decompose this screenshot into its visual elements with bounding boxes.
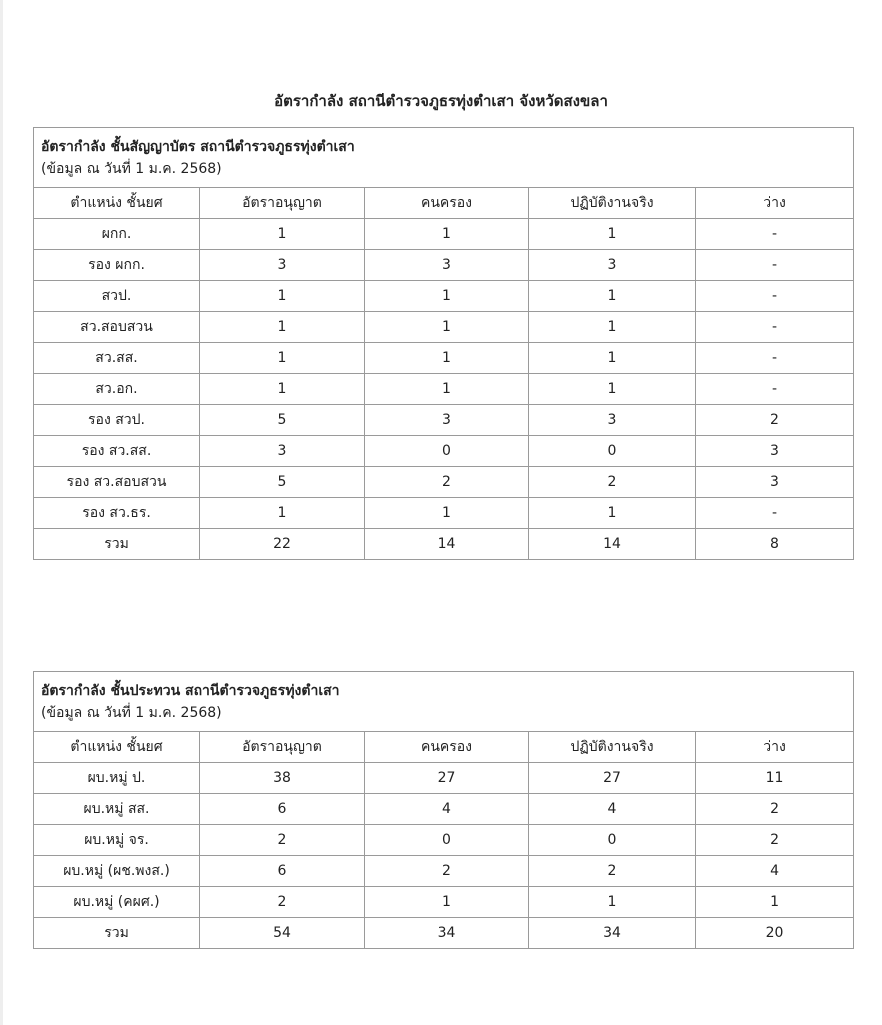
cell-position: ผกก. [34,219,200,250]
page-left-edge [0,0,3,1025]
column-header-on-duty: ปฏิบัติงานจริง [529,732,696,763]
cell-authorized: 1 [200,219,365,250]
cell-on-duty: 0 [529,825,696,856]
cell-vacant: 2 [696,794,854,825]
cell-vacant: 11 [696,763,854,794]
cell-on-duty: 4 [529,794,696,825]
cell-position: รอง สว.สส. [34,436,200,467]
cell-position: สว.สอบสวน [34,312,200,343]
cell-authorized: 1 [200,498,365,529]
table-title: อัตรากำลัง ชั้นประทวน สถานีตำรวจภูธรทุ่งตำเสา [41,682,340,699]
cell-on-duty: 14 [529,529,696,560]
cell-occupied: 27 [365,763,529,794]
table-body [34,763,854,949]
cell-position: สว.สส. [34,343,200,374]
cell-occupied: 3 [365,405,529,436]
table-total-row [34,918,854,949]
cell-occupied: 0 [365,436,529,467]
cell-occupied: 0 [365,825,529,856]
table-caption [34,672,854,732]
cell-vacant: 20 [696,918,854,949]
table-row [34,312,854,343]
cell-authorized: 5 [200,467,365,498]
table-row [34,219,854,250]
cell-authorized: 54 [200,918,365,949]
cell-on-duty: 1 [529,219,696,250]
table-row [34,856,854,887]
cell-authorized: 3 [200,436,365,467]
cell-position: รอง สว.สอบสวน [34,467,200,498]
cell-occupied: 34 [365,918,529,949]
cell-vacant: 8 [696,529,854,560]
table-row [34,281,854,312]
cell-vacant: - [696,250,854,281]
cell-on-duty: 34 [529,918,696,949]
cell-authorized: 38 [200,763,365,794]
table-header-row [34,188,854,219]
cell-occupied: 4 [365,794,529,825]
table-caption [34,128,854,188]
cell-vacant: 2 [696,825,854,856]
cell-on-duty: 1 [529,312,696,343]
commissioned-officers-table [33,127,854,560]
table-subtitle: (ข้อมูล ณ วันที่ 1 ม.ค. 2568) [41,704,222,721]
cell-vacant: - [696,498,854,529]
cell-vacant: - [696,374,854,405]
cell-on-duty: 1 [529,498,696,529]
cell-vacant: 4 [696,856,854,887]
cell-occupied: 2 [365,856,529,887]
cell-position: ผบ.หมู่ ป. [34,763,200,794]
column-header-on-duty: ปฏิบัติงานจริง [529,188,696,219]
table-total-row [34,529,854,560]
cell-position: รวม [34,918,200,949]
table-row [34,405,854,436]
cell-authorized: 3 [200,250,365,281]
cell-vacant: - [696,219,854,250]
cell-occupied: 1 [365,887,529,918]
cell-occupied: 1 [365,374,529,405]
cell-on-duty: 3 [529,250,696,281]
cell-authorized: 1 [200,281,365,312]
column-header-occupied: คนครอง [365,188,529,219]
cell-occupied: 2 [365,467,529,498]
page-title: อัตรากำลัง สถานีตำรวจภูธรทุ่งตำเสา จังหวัดสงขลา [274,92,608,110]
cell-on-duty: 0 [529,436,696,467]
table-row [34,498,854,529]
cell-position: ผบ.หมู่ จร. [34,825,200,856]
cell-vacant: 2 [696,405,854,436]
cell-on-duty: 3 [529,405,696,436]
table-caption-row [34,672,854,732]
cell-authorized: 22 [200,529,365,560]
cell-position: ผบ.หมู่ (ผช.พงส.) [34,856,200,887]
cell-occupied: 1 [365,281,529,312]
cell-occupied: 14 [365,529,529,560]
table-row [34,250,854,281]
cell-occupied: 1 [365,343,529,374]
column-header-authorized: อัตราอนุญาต [200,732,365,763]
cell-on-duty: 1 [529,343,696,374]
table-row [34,374,854,405]
cell-vacant: - [696,312,854,343]
table-header-row [34,732,854,763]
cell-vacant: - [696,281,854,312]
table-row [34,825,854,856]
column-header-position: ตำแหน่ง ชั้นยศ [34,732,200,763]
cell-vacant: 3 [696,467,854,498]
table-row [34,887,854,918]
table-caption-row [34,128,854,188]
table-subtitle: (ข้อมูล ณ วันที่ 1 ม.ค. 2568) [41,160,222,177]
cell-authorized: 2 [200,887,365,918]
column-header-vacant: ว่าง [696,188,854,219]
column-header-vacant: ว่าง [696,732,854,763]
cell-occupied: 1 [365,219,529,250]
cell-occupied: 1 [365,498,529,529]
cell-occupied: 1 [365,312,529,343]
column-header-occupied: คนครอง [365,732,529,763]
cell-authorized: 1 [200,374,365,405]
cell-authorized: 2 [200,825,365,856]
cell-position: รอง สว.ธร. [34,498,200,529]
cell-on-duty: 27 [529,763,696,794]
table-body [34,219,854,560]
cell-on-duty: 1 [529,374,696,405]
cell-on-duty: 1 [529,281,696,312]
cell-vacant: - [696,343,854,374]
cell-position: รอง ผกก. [34,250,200,281]
cell-position: รอง สวป. [34,405,200,436]
cell-occupied: 3 [365,250,529,281]
table-row [34,467,854,498]
cell-position: รวม [34,529,200,560]
cell-position: สวป. [34,281,200,312]
cell-position: ผบ.หมู่ (คผศ.) [34,887,200,918]
cell-authorized: 6 [200,856,365,887]
non-commissioned-officers-table [33,671,854,949]
cell-vacant: 1 [696,887,854,918]
cell-vacant: 3 [696,436,854,467]
cell-authorized: 1 [200,312,365,343]
table-row [34,763,854,794]
cell-on-duty: 2 [529,467,696,498]
column-header-position: ตำแหน่ง ชั้นยศ [34,188,200,219]
cell-authorized: 1 [200,343,365,374]
cell-authorized: 6 [200,794,365,825]
cell-position: สว.อก. [34,374,200,405]
table-title: อัตรากำลัง ชั้นสัญญาบัตร สถานีตำรวจภูธรทุ่งตำเสา [41,138,355,155]
table-row [34,436,854,467]
cell-on-duty: 2 [529,856,696,887]
table-row [34,794,854,825]
table-row [34,343,854,374]
column-header-authorized: อัตราอนุญาต [200,188,365,219]
cell-on-duty: 1 [529,887,696,918]
cell-position: ผบ.หมู่ สส. [34,794,200,825]
cell-authorized: 5 [200,405,365,436]
